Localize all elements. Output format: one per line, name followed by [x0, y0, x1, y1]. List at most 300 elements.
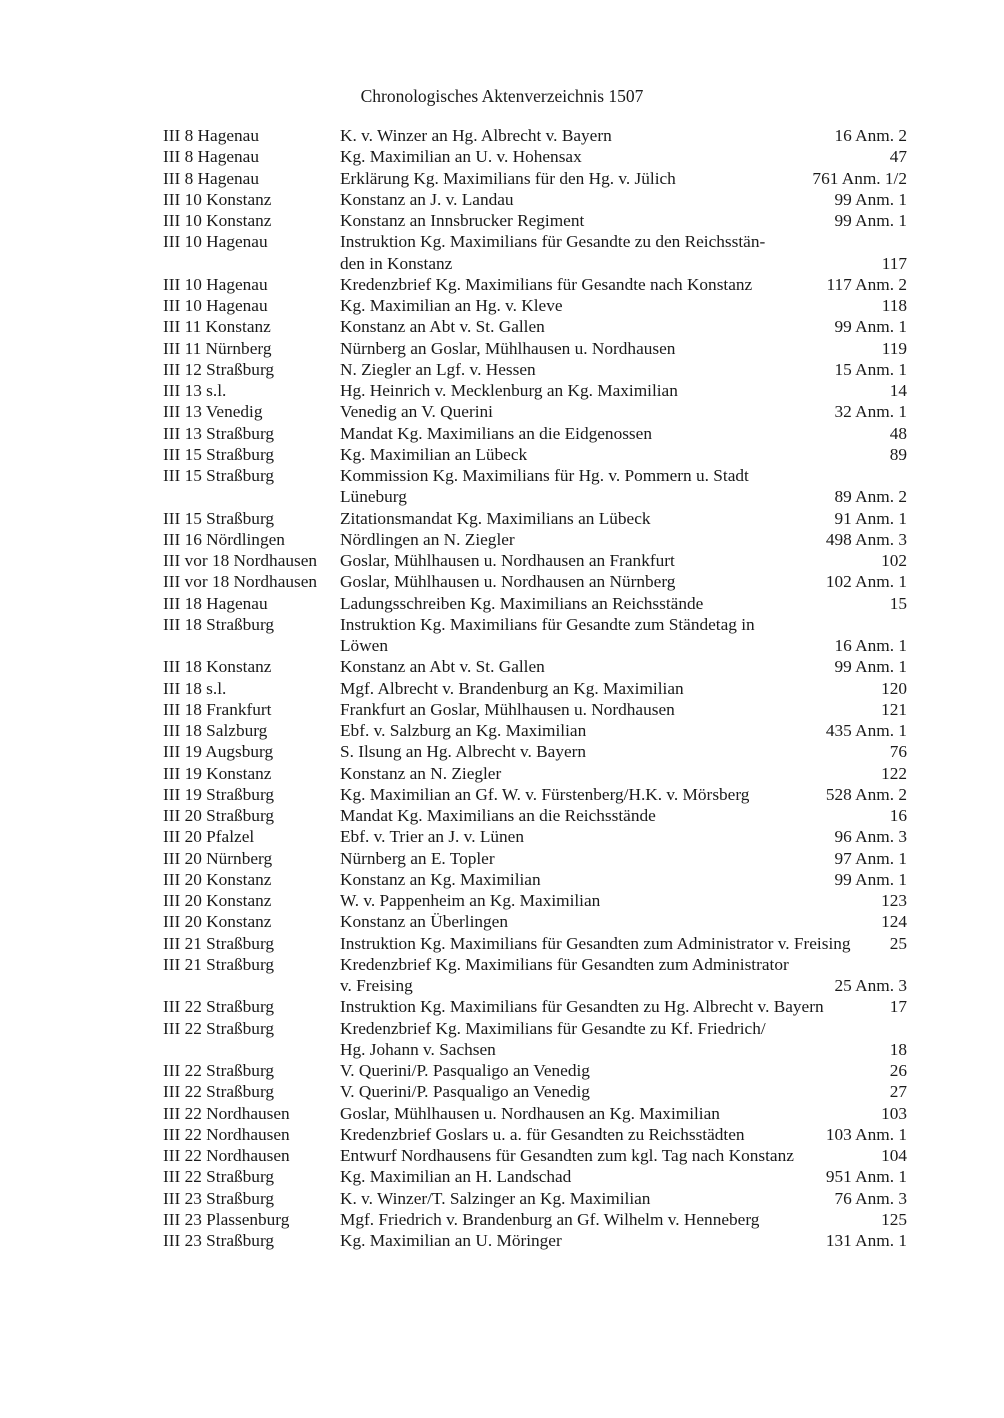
entry-reference: 102	[881, 551, 907, 570]
entry-body	[340, 295, 907, 316]
entry-description: Goslar, Mühlhausen u. Nordhausen an Nürnberg	[340, 572, 676, 592]
entry-line	[340, 593, 907, 614]
entry-date-place: III 15 Straßburg	[163, 444, 275, 464]
entry-row	[163, 1081, 907, 1102]
entry-line	[340, 805, 907, 826]
entry-body	[340, 1018, 907, 1061]
entry-reference: 89	[889, 444, 907, 464]
entry-reference: 17	[889, 997, 907, 1017]
entry-description: Kg. Maximilian an U. v. Hohensax	[340, 147, 582, 167]
entry-body	[340, 805, 907, 826]
entry-date-place: III 12 Straßburg	[163, 359, 275, 379]
entry-date-place: III 8 Hagenau	[163, 168, 259, 188]
entry-row	[163, 550, 907, 571]
entry-line	[340, 975, 907, 996]
entry-row	[163, 189, 907, 210]
entry-reference: 18	[889, 1039, 907, 1059]
entry-description: Nördlingen an N. Ziegler	[340, 529, 515, 549]
entry-reference: 435 Anm. 1	[825, 721, 907, 740]
entry-body	[340, 380, 907, 401]
entry-body	[340, 1103, 907, 1124]
entry-line	[340, 699, 907, 720]
entry-line	[340, 741, 907, 762]
entry-row	[163, 741, 907, 762]
entry-row	[163, 1145, 907, 1166]
entry-line	[340, 253, 907, 274]
entry-reference: 117	[881, 253, 907, 273]
entry-description: Ebf. v. Salzburg an Kg. Maximilian	[340, 721, 587, 740]
entry-row	[163, 890, 907, 911]
entry-body	[340, 274, 907, 295]
entry-reference: 15 Anm. 1	[834, 359, 907, 379]
entry-row	[163, 1188, 907, 1209]
entry-row	[163, 1103, 907, 1124]
entry-date-place: III 11 Konstanz	[163, 317, 271, 337]
entry-reference: 121	[881, 699, 907, 719]
entry-body	[340, 550, 907, 571]
entry-reference: 99 Anm. 1	[834, 189, 907, 209]
entry-body	[340, 848, 907, 869]
entry-row	[163, 380, 907, 401]
entry-line	[340, 656, 907, 677]
entry-date-place: III 20 Straßburg	[163, 806, 275, 825]
entry-reference: 99 Anm. 1	[834, 211, 907, 230]
entry-reference: 48	[889, 423, 907, 443]
entry-reference: 27	[889, 1082, 907, 1102]
entry-row	[163, 295, 907, 316]
entry-description: N. Ziegler an Lgf. v. Hessen	[340, 359, 536, 379]
entry-description: Kredenzbrief Kg. Maximilians für Gesandte zu Kf. Friedrich/	[340, 1018, 766, 1038]
entry-description: Konstanz an N. Ziegler	[340, 763, 502, 783]
entry-date-place: III 22 Nordhausen	[163, 1124, 290, 1144]
entry-line	[340, 933, 907, 954]
entry-body	[340, 1188, 907, 1209]
entry-body	[340, 720, 907, 741]
entry-row	[163, 763, 907, 784]
entry-line	[340, 146, 907, 167]
entry-date-place: III 20 Konstanz	[163, 891, 272, 910]
entry-body	[340, 338, 907, 359]
entry-description: Instruktion Kg. Maximilians für Gesandten zum Administrator v. Freising	[340, 933, 851, 953]
entry-line	[340, 1103, 907, 1124]
entry-date-place: III 23 Plassenburg	[163, 1209, 290, 1229]
entry-date-place: III 20 Nürnberg	[163, 848, 273, 868]
entry-date-place: III 18 Frankfurt	[163, 699, 272, 719]
entry-description: Kredenzbrief Kg. Maximilians für Gesandten zum Administrator	[340, 954, 789, 974]
entry-reference: 15	[889, 593, 907, 613]
entry-row	[163, 848, 907, 869]
entry-description: Goslar, Mühlhausen u. Nordhausen an Frankfurt	[340, 551, 675, 570]
entry-reference: 76	[889, 742, 907, 762]
entry-reference: 103 Anm. 1	[825, 1124, 907, 1144]
entry-line	[340, 1060, 907, 1081]
entry-row	[163, 933, 907, 954]
entry-line	[340, 295, 907, 316]
entry-row	[163, 656, 907, 677]
entry-line	[340, 1124, 907, 1145]
entry-body	[340, 826, 907, 847]
entry-date-place: III 11 Nürnberg	[163, 338, 272, 358]
entry-body	[340, 741, 907, 762]
entry-line	[340, 189, 907, 210]
entry-date-place: III 10 Hagenau	[163, 232, 268, 252]
entry-line	[340, 1230, 907, 1251]
entry-line	[340, 380, 907, 401]
entry-row	[163, 614, 907, 657]
entry-body	[340, 359, 907, 380]
entry-body	[340, 1124, 907, 1145]
entry-row	[163, 805, 907, 826]
entry-date-place: III 10 Hagenau	[163, 296, 268, 315]
entry-reference: 761 Anm. 1/2	[812, 168, 907, 188]
entry-description: Mgf. Friedrich v. Brandenburg an Gf. Wilhelm v. Henneberg	[340, 1209, 760, 1229]
entry-row	[163, 1230, 907, 1251]
entry-reference: 14	[889, 381, 907, 400]
entry-line	[340, 125, 907, 146]
entry-body	[340, 678, 907, 699]
entry-row	[163, 444, 907, 465]
entry-reference: 76 Anm. 3	[834, 1188, 907, 1208]
entry-date-place: III vor 18 Nordhausen	[163, 551, 318, 570]
entry-row	[163, 699, 907, 720]
entry-reference: 119	[881, 338, 907, 358]
entry-date-place: III 20 Konstanz	[163, 869, 272, 889]
entry-date-place: III 15 Straßburg	[163, 508, 275, 528]
entry-reference: 104	[881, 1146, 907, 1165]
entry-description: Konstanz an Überlingen	[340, 912, 508, 932]
entry-line	[340, 401, 907, 422]
entry-body	[340, 890, 907, 911]
entry-description: Ladungsschreiben Kg. Maximilians an Reichsstände	[340, 593, 704, 613]
entry-body	[340, 529, 907, 550]
entry-row	[163, 826, 907, 847]
entry-date-place: III 18 Salzburg	[163, 721, 268, 740]
entry-line	[340, 571, 907, 592]
entry-date-place: III 19 Konstanz	[163, 763, 272, 783]
entry-date-place: III 21 Straßburg	[163, 954, 275, 974]
entry-date-place: III 20 Pfalzel	[163, 827, 255, 847]
entry-description: Hg. Heinrich v. Mecklenburg an Kg. Maximilian	[340, 381, 678, 400]
entry-reference: 131 Anm. 1	[825, 1231, 907, 1250]
entry-date-place: III 21 Straßburg	[163, 933, 275, 953]
entry-reference: 32 Anm. 1	[834, 402, 907, 422]
entry-reference: 123	[881, 891, 907, 910]
entry-reference: 25 Anm. 3	[834, 976, 907, 995]
entry-reference: 25	[889, 933, 907, 953]
entry-description: Kredenzbrief Kg. Maximilians für Gesandte nach Konstanz	[340, 274, 753, 294]
entry-body	[340, 125, 907, 146]
entry-date-place: III 10 Konstanz	[163, 189, 272, 209]
entry-description: Kg. Maximilian an Gf. W. v. Fürstenberg/H.K. v. Mörsberg	[340, 784, 750, 804]
entry-description: Mandat Kg. Maximilians an die Reichsstände	[340, 806, 656, 825]
entry-reference: 16	[889, 806, 907, 825]
entry-description: Konstanz an Innsbrucker Regiment	[340, 211, 585, 230]
entry-reference: 16 Anm. 1	[834, 636, 907, 655]
entry-reference: 102 Anm. 1	[825, 572, 907, 592]
entry-date-place: III 22 Straßburg	[163, 1082, 275, 1102]
entry-body	[340, 784, 907, 805]
entry-line	[340, 614, 907, 635]
entry-line	[340, 168, 907, 189]
entry-row	[163, 1060, 907, 1081]
entry-line	[340, 274, 907, 295]
entry-line	[340, 465, 907, 486]
entry-date-place: III 18 Konstanz	[163, 657, 272, 677]
entry-description: Konstanz an Abt v. St. Gallen	[340, 317, 545, 337]
entry-description: Erklärung Kg. Maximilians für den Hg. v. Jülich	[340, 168, 676, 188]
entry-description: Konstanz an J. v. Landau	[340, 189, 514, 209]
entry-description: Instruktion Kg. Maximilians für Gesandten zu Hg. Albrecht v. Bayern	[340, 997, 824, 1017]
entry-body	[340, 593, 907, 614]
entry-description: Ebf. v. Trier an J. v. Lünen	[340, 827, 524, 847]
entry-reference: 89 Anm. 2	[834, 487, 907, 507]
entry-line	[340, 486, 907, 507]
entry-description: Instruktion Kg. Maximilians für Gesandte zum Ständetag in	[340, 614, 755, 634]
entry-date-place: III 13 s.l.	[163, 381, 227, 400]
entry-line	[340, 231, 907, 252]
entry-row	[163, 338, 907, 359]
entry-body	[340, 699, 907, 720]
entry-description: Mgf. Albrecht v. Brandenburg an Kg. Maximilian	[340, 678, 684, 698]
entry-reference: 99 Anm. 1	[834, 869, 907, 889]
entry-row	[163, 571, 907, 592]
entry-line	[340, 784, 907, 805]
entry-description: Goslar, Mühlhausen u. Nordhausen an Kg. Maximilian	[340, 1103, 720, 1123]
entry-row	[163, 401, 907, 422]
entry-reference: 91 Anm. 1	[834, 508, 907, 528]
entry-row	[163, 423, 907, 444]
entry-date-place: III 8 Hagenau	[163, 147, 259, 167]
entry-line	[340, 911, 907, 932]
entry-description: Konstanz an Abt v. St. Gallen	[340, 657, 545, 677]
entry-row	[163, 720, 907, 741]
entry-row	[163, 168, 907, 189]
entry-body	[340, 1081, 907, 1102]
entry-date-place: III 22 Straßburg	[163, 1167, 275, 1187]
entry-date-place: III 18 Hagenau	[163, 593, 268, 613]
entry-line	[340, 763, 907, 784]
entry-description: K. v. Winzer/T. Salzinger an Kg. Maximilian	[340, 1188, 651, 1208]
entry-body	[340, 954, 907, 997]
entry-description: Kredenzbrief Goslars u. a. für Gesandten zu Reichsstädten	[340, 1124, 745, 1144]
entry-date-place: III 13 Venedig	[163, 402, 263, 422]
entry-description: Lüneburg	[340, 487, 407, 507]
entry-line	[340, 1145, 907, 1166]
entry-row	[163, 465, 907, 508]
entry-line	[340, 890, 907, 911]
entry-line	[340, 338, 907, 359]
entry-row	[163, 316, 907, 337]
entry-date-place: III 13 Straßburg	[163, 423, 275, 443]
entry-body	[340, 763, 907, 784]
entry-reference: 47	[889, 147, 907, 167]
entry-description: Kg. Maximilian an U. Möringer	[340, 1231, 562, 1250]
entry-row	[163, 1209, 907, 1230]
entry-description: K. v. Winzer an Hg. Albrecht v. Bayern	[340, 126, 612, 145]
entry-reference: 498 Anm. 3	[825, 529, 907, 549]
entry-line	[340, 678, 907, 699]
entry-line	[340, 529, 907, 550]
entry-reference: 117 Anm. 2	[826, 274, 907, 294]
entry-body	[340, 231, 907, 274]
entry-body	[340, 316, 907, 337]
entry-description: Venedig an V. Querini	[340, 402, 493, 422]
entry-reference: 122	[881, 763, 907, 783]
entry-line	[340, 210, 907, 231]
entry-row	[163, 231, 907, 274]
page-header: Chronologisches Aktenverzeichnis 1507	[360, 86, 644, 106]
entry-body	[340, 1209, 907, 1230]
entry-description: den in Konstanz	[340, 253, 453, 273]
entry-description: Kg. Maximilian an Lübeck	[340, 444, 528, 464]
entry-row	[163, 593, 907, 614]
entry-row	[163, 954, 907, 997]
entry-description: S. Ilsung an Hg. Albrecht v. Bayern	[340, 742, 587, 762]
entry-body	[340, 210, 907, 231]
entry-reference: 118	[881, 296, 907, 315]
entry-line	[340, 826, 907, 847]
entry-row	[163, 678, 907, 699]
entry-row	[163, 784, 907, 805]
entry-description: Konstanz an Kg. Maximilian	[340, 869, 541, 889]
entry-line	[340, 359, 907, 380]
entry-line	[340, 1188, 907, 1209]
entry-date-place: III 23 Straßburg	[163, 1231, 275, 1250]
entry-description: Kg. Maximilian an Hg. v. Kleve	[340, 296, 563, 315]
entry-date-place: III 8 Hagenau	[163, 126, 259, 145]
entry-line	[340, 954, 907, 975]
entry-description: Kg. Maximilian an H. Landschad	[340, 1167, 572, 1187]
entry-row	[163, 911, 907, 932]
entry-body	[340, 189, 907, 210]
entry-date-place: III 10 Konstanz	[163, 211, 272, 230]
entry-description: Hg. Johann v. Sachsen	[340, 1039, 496, 1059]
entry-description: Kommission Kg. Maximilians für Hg. v. Pommern u. Stadt	[340, 466, 749, 485]
entry-line	[340, 508, 907, 529]
entry-line	[340, 996, 907, 1017]
entry-body	[340, 168, 907, 189]
entry-date-place: III 20 Konstanz	[163, 912, 272, 932]
entry-date-place: III 22 Straßburg	[163, 1018, 275, 1038]
entry-row	[163, 1166, 907, 1187]
entry-body	[340, 508, 907, 529]
entry-body	[340, 465, 907, 508]
entry-description: Mandat Kg. Maximilians an die Eidgenossen	[340, 423, 652, 443]
entry-date-place: III 19 Augsburg	[163, 742, 274, 762]
entry-date-place: III 16 Nördlingen	[163, 529, 285, 549]
entry-description: Frankfurt an Goslar, Mühlhausen u. Nordhausen	[340, 699, 675, 719]
entry-reference: 97 Anm. 1	[834, 848, 907, 868]
entry-description: Nürnberg an Goslar, Mühlhausen u. Nordhausen	[340, 338, 676, 358]
entry-body	[340, 571, 907, 592]
entry-date-place: III 22 Straßburg	[163, 1061, 275, 1080]
entry-reference: 125	[881, 1209, 907, 1229]
entry-line	[340, 1166, 907, 1187]
entry-body	[340, 656, 907, 677]
entry-line	[340, 848, 907, 869]
entry-reference: 103	[881, 1103, 907, 1123]
entry-reference: 99 Anm. 1	[834, 657, 907, 677]
entry-description: V. Querini/P. Pasqualigo an Venedig	[340, 1082, 590, 1102]
entry-line	[340, 1039, 907, 1060]
entry-body	[340, 1145, 907, 1166]
entry-line	[340, 720, 907, 741]
entry-line	[340, 550, 907, 571]
entry-row	[163, 359, 907, 380]
entry-date-place: III 22 Nordhausen	[163, 1146, 290, 1165]
entry-line	[340, 869, 907, 890]
entry-row	[163, 869, 907, 890]
entry-row	[163, 996, 907, 1017]
entry-row	[163, 146, 907, 167]
entry-reference: 16 Anm. 2	[834, 126, 907, 145]
entry-row	[163, 210, 907, 231]
entry-description: Löwen	[340, 636, 388, 655]
entry-body	[340, 423, 907, 444]
entry-row	[163, 529, 907, 550]
entry-description: v. Freising	[340, 976, 413, 995]
entry-body	[340, 933, 907, 954]
entry-line	[340, 1081, 907, 1102]
entry-description: Entwurf Nordhausens für Gesandten zum kgl. Tag nach Konstanz	[340, 1146, 794, 1165]
entry-line	[340, 1018, 907, 1039]
entry-body	[340, 444, 907, 465]
entry-line	[340, 1209, 907, 1230]
entry-date-place: III vor 18 Nordhausen	[163, 572, 318, 592]
entry-line	[340, 316, 907, 337]
entry-row	[163, 125, 907, 146]
entry-date-place: III 15 Straßburg	[163, 466, 275, 485]
entry-reference: 26	[889, 1061, 907, 1080]
entry-reference: 120	[881, 678, 907, 698]
entry-body	[340, 869, 907, 890]
entry-row	[163, 1124, 907, 1145]
entry-date-place: III 10 Hagenau	[163, 274, 268, 294]
entry-body	[340, 146, 907, 167]
entry-reference: 124	[881, 912, 907, 932]
entry-reference: 528 Anm. 2	[825, 784, 907, 804]
entry-description: Zitationsmandat Kg. Maximilians an Lübeck	[340, 508, 651, 528]
entry-body	[340, 911, 907, 932]
entry-body	[340, 1230, 907, 1251]
entry-date-place: III 18 Straßburg	[163, 614, 275, 634]
entry-body	[340, 996, 907, 1017]
entry-description: W. v. Pappenheim an Kg. Maximilian	[340, 891, 601, 910]
entry-date-place: III 22 Straßburg	[163, 997, 275, 1017]
entry-date-place: III 19 Straßburg	[163, 784, 275, 804]
entry-body	[340, 1166, 907, 1187]
entry-body	[340, 1060, 907, 1081]
entry-line	[340, 635, 907, 656]
entry-row	[163, 1018, 907, 1061]
entry-row	[163, 274, 907, 295]
entry-date-place: III 22 Nordhausen	[163, 1103, 290, 1123]
entry-description: V. Querini/P. Pasqualigo an Venedig	[340, 1061, 590, 1080]
entry-body	[340, 401, 907, 422]
entry-line	[340, 444, 907, 465]
entry-description: Instruktion Kg. Maximilians für Gesandte zu den Reichsstän-	[340, 232, 766, 252]
chronological-entry-list	[163, 125, 907, 1251]
entry-reference: 951 Anm. 1	[825, 1167, 907, 1187]
entry-reference: 99 Anm. 1	[834, 317, 907, 337]
entry-date-place: III 18 s.l.	[163, 678, 227, 698]
entry-date-place: III 23 Straßburg	[163, 1188, 275, 1208]
entry-description: Nürnberg an E. Topler	[340, 848, 495, 868]
entry-body	[340, 614, 907, 657]
entry-line	[340, 423, 907, 444]
entry-row	[163, 508, 907, 529]
entry-reference: 96 Anm. 3	[834, 827, 907, 847]
